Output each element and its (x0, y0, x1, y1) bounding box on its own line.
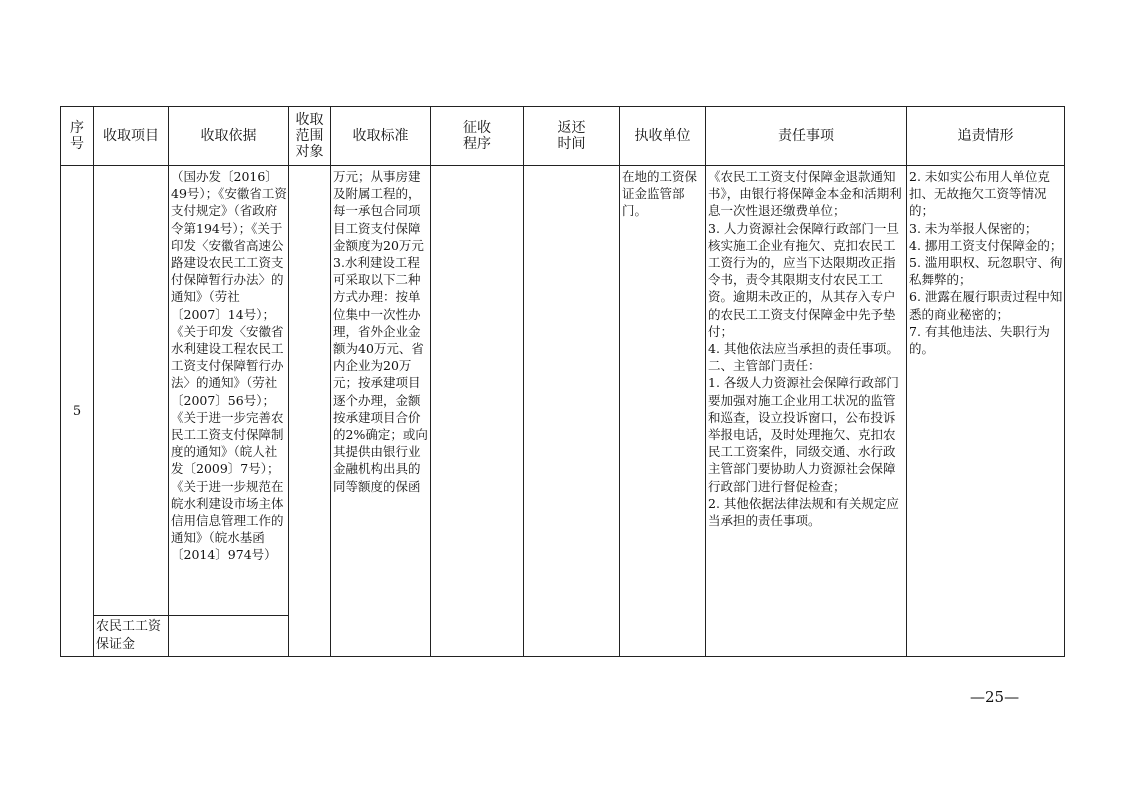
page-number: —25— (970, 688, 1020, 706)
row-return-time (524, 166, 620, 657)
row2-item: 农民工工资保证金 (94, 616, 169, 657)
header-responsibility: 责任事项 (706, 107, 907, 166)
row-basis: （国办发〔2016〕49号）；《安徽省工资支付规定》（省政府令第194号）；《关于印发〈安徽省高速公路建设农民工工资支付保障暂行办法〉的通知》（劳社〔2007〕14号）；《关于印发〈安徽省水利建设工程农民工工资支付保障暂行办法〉的通知》（劳社〔2007〕56号）；《关于进一步完善农民工工资支付保障制度的通知》（皖人社发〔2009〕7号）；《关于进一步规范在皖水利建设市场主体信用信息管理工作的通知》（皖水基函〔2014〕974号） (169, 166, 289, 616)
row-scope (289, 166, 331, 657)
table-row (61, 166, 1065, 616)
row-standard: 万元；从事房建及附属工程的，每一承包合同项目工资支付保障金额度为20万元 3.水利建设工程可采取以下二种方式办理：按单位集中一次性办理，省外企业金额为40万元、省内企业为20万元；按承建项目逐个办理，金额按承建项目合价的2%确定；或向其提供由银行业金融机构出具的同等额度的保函 (331, 166, 431, 657)
header-unit: 执收单位 (620, 107, 706, 166)
row-procedure (431, 166, 524, 657)
header-standard: 收取标准 (331, 107, 431, 166)
header-scope: 收取 范围 对象 (289, 107, 331, 166)
header-accountability: 追责情形 (907, 107, 1065, 166)
header-procedure: 征收 程序 (431, 107, 524, 166)
header-seq: 序 号 (61, 107, 94, 166)
header-row (61, 107, 1065, 166)
row-seq: 5 (61, 166, 94, 657)
row-item (94, 166, 169, 616)
row-accountability: 2. 未如实公布用人单位克扣、无故拖欠工资等情况的； 3. 未为举报人保密的； 4. 挪用工资支付保障金的； 5. 滥用职权、玩忽职守、徇私舞弊的； 6. 泄露在履行职责过程中知悉的商业秘密的； 7. 有其他违法、失职行为的。 (907, 166, 1065, 657)
header-return-time: 返还 时间 (524, 107, 620, 166)
row2-basis (169, 616, 289, 657)
row-responsibility: 《农民工工资支付保障金退款通知书》，由银行将保障金本金和活期利息一次性退还缴费单位； 3. 人力资源社会保障行政部门一旦核实施工企业有拖欠、克扣农民工工资行为的，应当下达限期改正指令书，责令其限期支付农民工工资。逾期未改正的，从其存入专户的农民工工资支付保障金中先予垫付； 4. 其他依法应当承担的责任事项。 二、主管部门责任： 1. 各级人力资源社会保障行政部门要加强对施工企业用工状况的监管和巡查，设立投诉窗口，公布投诉举报电话，及时处理拖欠、克扣农民工工资案件，同级交通、水行政主管部门要协助人力资源社会保障行政部门进行督促检查； 2. 其他依据法律法规和有关规定应当承担的责任事项。 (706, 166, 907, 657)
header-item: 收取项目 (94, 107, 169, 166)
header-basis: 收取依据 (169, 107, 289, 166)
row-unit: 在地的工资保证金监管部门。 (620, 166, 706, 657)
fee-table (60, 106, 1065, 657)
